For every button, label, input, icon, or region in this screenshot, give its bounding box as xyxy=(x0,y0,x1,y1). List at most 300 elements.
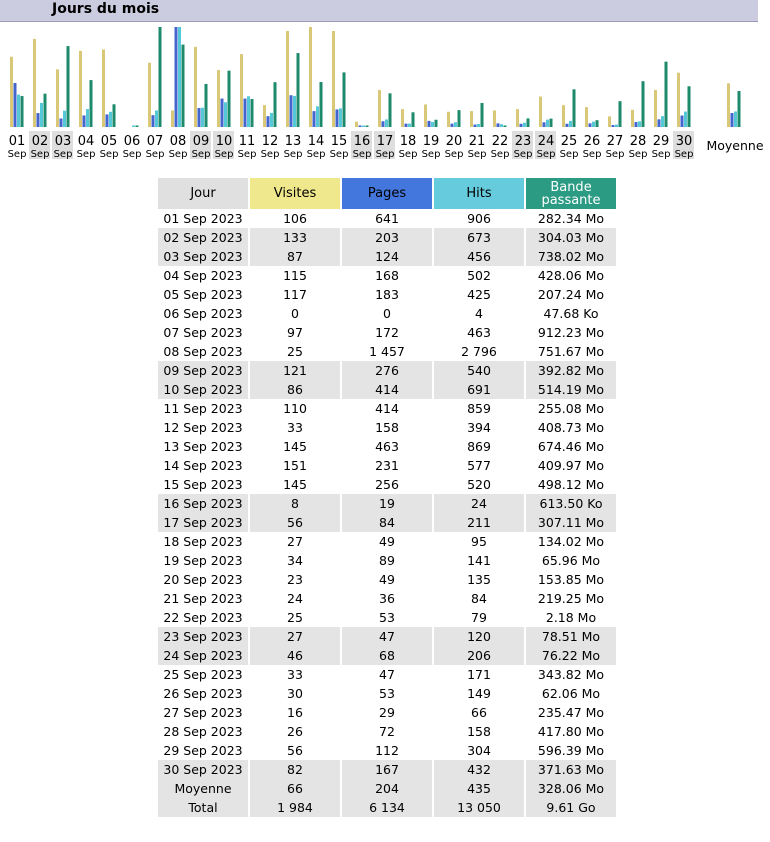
bar-bande xyxy=(665,62,668,127)
average-bar-visites xyxy=(727,83,730,127)
bar-bande xyxy=(435,120,438,127)
day-label: 23 xyxy=(514,134,532,149)
section-header xyxy=(0,0,758,22)
bar-bande xyxy=(412,112,415,127)
table-row xyxy=(158,722,616,741)
cell-visits: 133 xyxy=(250,228,340,247)
bar-bande xyxy=(21,96,24,127)
cell-hits: 435 xyxy=(434,779,524,798)
day-label: 06 xyxy=(123,134,141,149)
table-row xyxy=(158,380,616,399)
cell-visits: 87 xyxy=(250,247,340,266)
cell-bw: 9.61 Go xyxy=(526,798,616,817)
cell-hits: 24 xyxy=(434,494,524,513)
cell-visits: 46 xyxy=(250,646,340,665)
cell-day: Moyenne xyxy=(158,779,248,798)
bar-pages xyxy=(83,115,86,127)
bar-visites xyxy=(148,63,151,127)
bar-hits xyxy=(224,102,227,127)
bar-bande xyxy=(642,81,645,127)
bar-pages xyxy=(382,121,385,127)
cell-pages: 158 xyxy=(375,420,399,435)
average-label: Moyenne xyxy=(706,138,764,153)
bar-bande xyxy=(297,53,300,127)
table-row xyxy=(158,627,616,646)
month-label: Sep xyxy=(260,149,280,160)
cell-hits: 206 xyxy=(434,646,524,665)
cell-day: 10 Sep 2023 xyxy=(158,380,248,399)
cell-hits: 456 xyxy=(434,247,524,266)
bar-visites xyxy=(654,90,657,127)
table-row xyxy=(158,608,616,627)
month-label: Sep xyxy=(674,149,694,160)
bar-visites xyxy=(309,27,312,127)
cell-pages: 168 xyxy=(375,268,399,283)
table-row xyxy=(158,646,616,665)
day-label: 01 xyxy=(8,134,26,149)
day-label: 17 xyxy=(376,134,394,149)
bar-bande xyxy=(343,72,346,127)
bar-pages xyxy=(60,118,63,127)
cell-visits: 27 xyxy=(287,534,303,549)
bar-pages xyxy=(658,119,661,127)
month-label: Sep xyxy=(53,149,73,160)
cell-bw: 78.51 Mo xyxy=(526,627,616,646)
cell-hits: 66 xyxy=(471,705,487,720)
cell-hits: 691 xyxy=(434,380,524,399)
bar-pages xyxy=(451,124,454,127)
cell-pages: 641 xyxy=(375,211,399,226)
day-label: 30 xyxy=(675,134,693,149)
month-label: Sep xyxy=(145,149,165,160)
bar-hits xyxy=(339,108,342,127)
month-label: Sep xyxy=(605,149,625,160)
bar-pages xyxy=(543,122,546,127)
cell-day: 29 Sep 2023 xyxy=(163,743,243,758)
bar-visites xyxy=(608,116,611,127)
table-row xyxy=(158,570,616,589)
bar-pages xyxy=(313,111,316,127)
bar-visites xyxy=(378,90,381,127)
cell-bw: 255.08 Mo xyxy=(537,401,605,416)
cell-day: 05 Sep 2023 xyxy=(163,287,243,302)
cell-bw: 304.03 Mo xyxy=(526,228,616,247)
col-header-pages: Pages xyxy=(342,178,432,209)
cell-day: 26 Sep 2023 xyxy=(163,686,243,701)
day-label: 21 xyxy=(468,134,486,149)
cell-day: 28 Sep 2023 xyxy=(163,724,243,739)
cell-pages: 47 xyxy=(379,667,395,682)
table-row-total xyxy=(158,798,616,817)
bar-visites xyxy=(56,69,59,127)
table-row xyxy=(158,513,616,532)
day-label: 12 xyxy=(261,134,279,149)
bar-visites xyxy=(355,122,358,127)
day-label: 29 xyxy=(652,134,670,149)
bar-pages xyxy=(290,95,293,127)
cell-hits: 502 xyxy=(467,268,491,283)
cell-visits: 30 xyxy=(287,686,303,701)
bar-hits xyxy=(178,27,181,127)
cell-pages: 53 xyxy=(379,610,395,625)
bar-hits xyxy=(615,125,618,127)
cell-bw: 738.02 Mo xyxy=(526,247,616,266)
cell-hits: 577 xyxy=(467,458,491,473)
month-label: Sep xyxy=(628,149,648,160)
bar-hits xyxy=(201,108,204,127)
table-row xyxy=(158,494,616,513)
cell-bw: 207.24 Mo xyxy=(537,287,605,302)
cell-visits: 1 984 xyxy=(250,798,340,817)
cell-day: 24 Sep 2023 xyxy=(158,646,248,665)
table-row xyxy=(158,551,616,570)
day-label: 04 xyxy=(77,134,95,149)
cell-pages: 112 xyxy=(375,743,399,758)
cell-pages: 204 xyxy=(342,779,432,798)
bar-bande xyxy=(182,45,185,127)
bar-pages xyxy=(267,116,270,127)
cell-pages: 414 xyxy=(342,380,432,399)
bar-bande xyxy=(228,71,231,127)
cell-day: 23 Sep 2023 xyxy=(158,627,248,646)
bar-visites xyxy=(286,31,289,127)
cell-hits: 158 xyxy=(467,724,491,739)
month-label: Sep xyxy=(122,149,142,160)
cell-bw: 428.06 Mo xyxy=(537,268,605,283)
bar-pages xyxy=(566,124,569,127)
cell-pages: 84 xyxy=(342,513,432,532)
cell-hits: 4 xyxy=(475,306,483,321)
cell-day: 30 Sep 2023 xyxy=(158,760,248,779)
bar-hits xyxy=(63,111,66,127)
average-bar-pages xyxy=(731,113,734,127)
bar-hits xyxy=(638,121,641,127)
month-label: Sep xyxy=(375,149,395,160)
bar-bande xyxy=(481,103,484,127)
cell-hits: 425 xyxy=(467,287,491,302)
cell-pages: 256 xyxy=(375,477,399,492)
bar-bande xyxy=(619,101,622,127)
table-header-row xyxy=(158,178,616,209)
bar-hits xyxy=(293,96,296,127)
bar-visites xyxy=(447,112,450,127)
cell-day: 07 Sep 2023 xyxy=(163,325,243,340)
bar-pages xyxy=(14,83,17,127)
cell-visits: 56 xyxy=(250,513,340,532)
cell-bw: 613.50 Ko xyxy=(526,494,616,513)
bar-hits xyxy=(40,103,43,127)
bar-visites xyxy=(516,109,519,127)
daily-stats-table xyxy=(156,178,618,817)
month-label: Sep xyxy=(76,149,96,160)
cell-day: 15 Sep 2023 xyxy=(163,477,243,492)
bar-visites xyxy=(194,47,197,127)
cell-pages: 49 xyxy=(379,572,395,587)
day-label: 28 xyxy=(629,134,647,149)
month-label: Sep xyxy=(352,149,372,160)
bar-visites xyxy=(631,110,634,127)
cell-hits: 149 xyxy=(467,686,491,701)
bar-bande xyxy=(67,46,70,127)
table-row xyxy=(158,209,616,228)
bar-bande xyxy=(44,94,47,127)
cell-visits: 0 xyxy=(291,306,299,321)
table-row xyxy=(158,399,616,418)
cell-visits: 23 xyxy=(287,572,303,587)
table-row xyxy=(158,266,616,285)
cell-pages: 1 457 xyxy=(369,344,405,359)
cell-pages: 414 xyxy=(375,401,399,416)
bar-hits xyxy=(500,124,503,127)
cell-hits: 463 xyxy=(467,325,491,340)
average-bar-hits xyxy=(734,111,737,127)
table-row xyxy=(158,323,616,342)
bar-hits xyxy=(270,113,273,127)
cell-pages: 463 xyxy=(375,439,399,454)
cell-pages: 89 xyxy=(379,553,395,568)
month-label: Sep xyxy=(651,149,671,160)
bar-hits xyxy=(109,112,112,127)
cell-pages: 49 xyxy=(379,534,395,549)
cell-hits: 304 xyxy=(467,743,491,758)
table-row xyxy=(158,475,616,494)
cell-hits: 540 xyxy=(434,361,524,380)
cell-day: 18 Sep 2023 xyxy=(163,534,243,549)
cell-day: 09 Sep 2023 xyxy=(158,361,248,380)
bar-hits xyxy=(477,124,480,127)
bar-pages xyxy=(405,124,408,127)
col-header-bandwidth: Bande passante xyxy=(526,178,616,209)
day-label: 24 xyxy=(537,134,555,149)
cell-visits: 25 xyxy=(287,344,303,359)
cell-visits: 66 xyxy=(250,779,340,798)
bar-pages xyxy=(589,123,592,127)
day-label: 11 xyxy=(238,134,256,149)
cell-bw: 371.63 Mo xyxy=(526,760,616,779)
cell-bw: 153.85 Mo xyxy=(537,572,605,587)
bar-visites xyxy=(401,109,404,127)
month-label: Sep xyxy=(168,149,188,160)
cell-pages: 0 xyxy=(383,306,391,321)
cell-day: 17 Sep 2023 xyxy=(158,513,248,532)
month-label: Sep xyxy=(444,149,464,160)
cell-bw: 76.22 Mo xyxy=(526,646,616,665)
cell-hits: 2 796 xyxy=(461,344,497,359)
cell-bw: 62.06 Mo xyxy=(541,686,601,701)
bar-hits xyxy=(408,124,411,127)
bar-bande xyxy=(596,120,599,127)
cell-day: 01 Sep 2023 xyxy=(163,211,243,226)
table-row xyxy=(158,418,616,437)
cell-pages: 203 xyxy=(342,228,432,247)
bar-bande xyxy=(274,82,277,127)
cell-hits: 432 xyxy=(434,760,524,779)
table-row xyxy=(158,703,616,722)
cell-day: 27 Sep 2023 xyxy=(163,705,243,720)
bar-hits xyxy=(247,96,250,127)
cell-bw: 514.19 Mo xyxy=(526,380,616,399)
bar-hits xyxy=(546,120,549,127)
cell-visits: 56 xyxy=(287,743,303,758)
month-label: Sep xyxy=(191,149,211,160)
bar-hits xyxy=(132,126,135,128)
day-label: 08 xyxy=(169,134,187,149)
cell-hits: 673 xyxy=(434,228,524,247)
bar-bande xyxy=(136,126,139,128)
cell-hits: 84 xyxy=(471,591,487,606)
bar-visites xyxy=(217,70,220,127)
month-label: Sep xyxy=(214,149,234,160)
day-label: 14 xyxy=(307,134,325,149)
cell-pages: 68 xyxy=(342,646,432,665)
bar-pages xyxy=(497,123,500,127)
table-row xyxy=(158,665,616,684)
bar-bande xyxy=(458,110,461,127)
cell-bw: 134.02 Mo xyxy=(537,534,605,549)
cell-hits: 95 xyxy=(471,534,487,549)
average-bar-bande xyxy=(738,91,741,127)
table-row xyxy=(158,741,616,760)
bar-visites xyxy=(171,110,174,127)
table-row xyxy=(158,342,616,361)
bar-visites xyxy=(424,104,427,127)
bar-hits xyxy=(592,122,595,127)
cell-day: 03 Sep 2023 xyxy=(158,247,248,266)
table-body xyxy=(158,209,616,817)
cell-hits: 79 xyxy=(471,610,487,625)
cell-bw: 47.68 Ko xyxy=(543,306,599,321)
bar-bande xyxy=(205,84,208,127)
cell-visits: 16 xyxy=(287,705,303,720)
day-label: 20 xyxy=(445,134,463,149)
col-header-day: Jour xyxy=(158,178,248,209)
bar-visites xyxy=(585,107,588,127)
bar-bande xyxy=(504,126,507,128)
day-label: 22 xyxy=(491,134,509,149)
cell-pages: 36 xyxy=(379,591,395,606)
bar-pages xyxy=(612,125,615,127)
day-label: 05 xyxy=(100,134,118,149)
cell-visits: 86 xyxy=(250,380,340,399)
cell-bw: 408.73 Mo xyxy=(537,420,605,435)
table-row xyxy=(158,456,616,475)
cell-pages: 183 xyxy=(375,287,399,302)
bar-pages xyxy=(359,126,362,128)
bar-pages xyxy=(244,99,247,127)
cell-hits: 141 xyxy=(467,553,491,568)
cell-bw: 409.97 Mo xyxy=(537,458,605,473)
month-label: Sep xyxy=(99,149,119,160)
cell-hits: 906 xyxy=(467,211,491,226)
bar-bande xyxy=(90,80,93,127)
cell-hits: 135 xyxy=(467,572,491,587)
month-label: Sep xyxy=(7,149,27,160)
cell-hits: 520 xyxy=(467,477,491,492)
daily-bar-chart xyxy=(0,24,770,164)
day-label: 18 xyxy=(399,134,417,149)
bar-pages xyxy=(106,114,109,127)
cell-hits: 869 xyxy=(467,439,491,454)
cell-day: 19 Sep 2023 xyxy=(163,553,243,568)
bar-pages xyxy=(681,116,684,127)
cell-bw: 65.96 Mo xyxy=(541,553,601,568)
bar-hits xyxy=(362,126,365,128)
cell-bw: 282.34 Mo xyxy=(537,211,605,226)
day-label: 27 xyxy=(606,134,624,149)
bar-bande xyxy=(527,118,530,127)
cell-hits: 120 xyxy=(434,627,524,646)
cell-hits: 211 xyxy=(434,513,524,532)
cell-bw: 235.47 Mo xyxy=(537,705,605,720)
cell-pages: 167 xyxy=(342,760,432,779)
day-label: 16 xyxy=(353,134,371,149)
bar-hits xyxy=(684,112,687,127)
cell-pages: 172 xyxy=(375,325,399,340)
bar-bande xyxy=(688,86,691,127)
cell-hits: 13 050 xyxy=(434,798,524,817)
day-label: 19 xyxy=(422,134,440,149)
bar-hits xyxy=(17,95,20,127)
bar-hits xyxy=(431,122,434,127)
month-label: Sep xyxy=(421,149,441,160)
section-title: Jours du mois xyxy=(52,1,160,17)
cell-visits: 27 xyxy=(250,627,340,646)
cell-pages: 53 xyxy=(379,686,395,701)
day-label: 15 xyxy=(330,134,348,149)
day-label: 10 xyxy=(215,134,233,149)
bar-hits xyxy=(86,109,89,127)
bar-bande xyxy=(389,93,392,127)
month-label: Sep xyxy=(30,149,50,160)
table-row-average xyxy=(158,779,616,798)
cell-bw: 392.82 Mo xyxy=(526,361,616,380)
cell-day: 25 Sep 2023 xyxy=(163,667,243,682)
day-label: 09 xyxy=(192,134,210,149)
cell-pages: 72 xyxy=(379,724,395,739)
col-header-hits: Hits xyxy=(434,178,524,209)
cell-visits: 145 xyxy=(283,477,307,492)
bar-pages xyxy=(520,124,523,127)
cell-day: 02 Sep 2023 xyxy=(158,228,248,247)
cell-visits: 34 xyxy=(287,553,303,568)
bar-bande xyxy=(366,126,369,128)
table-row xyxy=(158,361,616,380)
bar-visites xyxy=(240,54,243,127)
table-row xyxy=(158,684,616,703)
cell-visits: 115 xyxy=(283,268,307,283)
table-row xyxy=(158,589,616,608)
bar-hits xyxy=(155,110,158,127)
cell-day: 16 Sep 2023 xyxy=(158,494,248,513)
month-label: Sep xyxy=(306,149,326,160)
bar-hits xyxy=(385,119,388,127)
bar-visites xyxy=(102,50,105,127)
bar-pages xyxy=(635,122,638,127)
month-label: Sep xyxy=(513,149,533,160)
bar-bande xyxy=(251,99,254,127)
table-row xyxy=(158,285,616,304)
table-row xyxy=(158,304,616,323)
cell-bw: 498.12 Mo xyxy=(537,477,605,492)
month-label: Sep xyxy=(283,149,303,160)
month-label: Sep xyxy=(490,149,510,160)
bar-hits xyxy=(454,122,457,127)
cell-hits: 171 xyxy=(467,667,491,682)
cell-bw: 912.23 Mo xyxy=(537,325,605,340)
bar-hits xyxy=(661,116,664,127)
bar-visites xyxy=(10,57,13,127)
bar-hits xyxy=(523,123,526,127)
